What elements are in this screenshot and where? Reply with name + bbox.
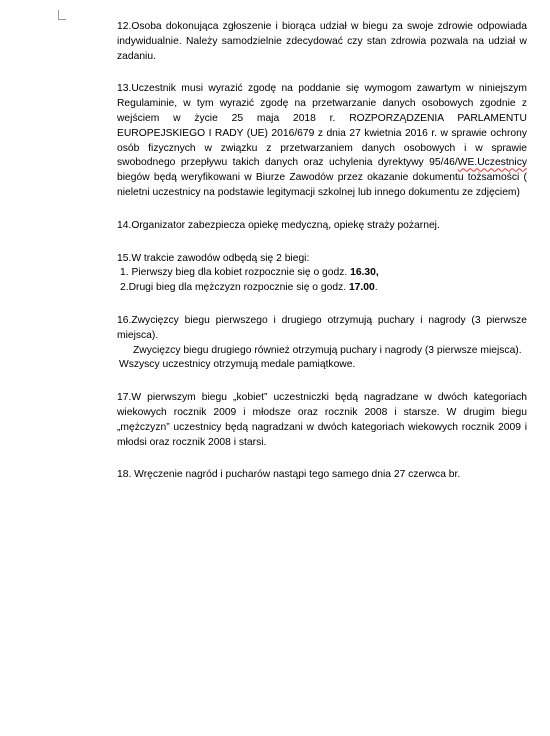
paragraph-17: 17.W pierwszym biegu „kobiet” uczestniczki będą nagradzane w dwóch kategoriach wiekowych rocznik 2009 i młodsze oraz rocznik 2008 i starsze. W drugim biegu „mężczyzn” uczestnicy będą nagradzani w dwóch kategoriach wiekowych rocznik 2009 i młodsi oraz rocznik 2008 i starsi. [117,392,527,448]
paragraph-13-text-c: biegów będą weryfikowani w Biurze Zawodów przez okazanie dokumentu tożsamości ( nieletni uczestnicy na podstawie legitymacji szkolnej lub innego dokumentu ze zdjęciem) [117,172,527,198]
paragraph-16 [117,314,527,373]
paragraph-13 [117,82,527,200]
margin-corner-mark [58,10,66,20]
race-item-2-text: 2.Drugi bieg dla mężczyzn rozpocznie się o godz. [120,282,349,294]
paragraph-18: 18. Wręczenie nagród i pucharów nastąpi tego samego dnia 27 czerwca br. [117,469,461,481]
paragraph-16-line-a: 16.Zwycięzcy biegu pierwszego i drugiego otrzymują puchary i nagrody (3 pierwsze miejsca). [117,314,527,341]
document-body[interactable] [117,20,527,483]
paragraph-12: 12.Osoba dokonująca zgłoszenie i biorąca udział w biegu za swoje zdrowie odpowiada indywidualnie. Należy samodzielnie zdecydować czy stan zdrowia pozwala na udział w zadaniu. [117,21,527,62]
race-item-1-time: 16.30, [350,267,379,279]
race-item-2-end: . [374,282,378,294]
paragraph-16-line-b: Zwycięzcy biegu drugiego również otrzymują puchary i nagrody (3 pierwsze miejsca). [133,344,522,356]
race-item-1-text: 1. Pierwszy bieg dla kobiet rozpocznie się o godz. [120,267,351,279]
race-item-1 [117,266,527,281]
paragraph-14: 14.Organizator zabezpiecza opiekę medyczną, opiekę straży pożarnej. [117,219,440,231]
paragraph-15 [117,252,527,296]
spellcheck-flagged-word[interactable]: WE.Uczestnicy [457,157,527,169]
paragraph-13-text-a: 13.Uczestnik musi wyrazić zgodę na poddanie się wymogom zawartym w niniejszym Regulaminie, w tym wyrazić zgodę na przetwarzanie danych osobowych zgodnie z wejściem w życie 25 maja 2018 r. ROZPORZĄDZENIA PARLAMENTU EUROPEJSKIEGO I RADY (UE) 2016/679 z dnia 27 kwietnia 2016 r. w sprawie ochrony osób fizycznych w związku z przetwarzaniem danych osobowych i w sprawie swobodnego przepływu takich danych oraz uchylenia dyrektywy 95/46/ [117,83,527,169]
paragraph-16-line-c: Wszyscy uczestnicy otrzymują medale pamiątkowe. [119,359,356,371]
race-item-2-time: 17.00 [348,282,375,294]
race-item-2 [117,281,527,296]
paragraph-15-intro: 15.W trakcie zawodów odbędą się 2 biegi: [117,252,310,264]
